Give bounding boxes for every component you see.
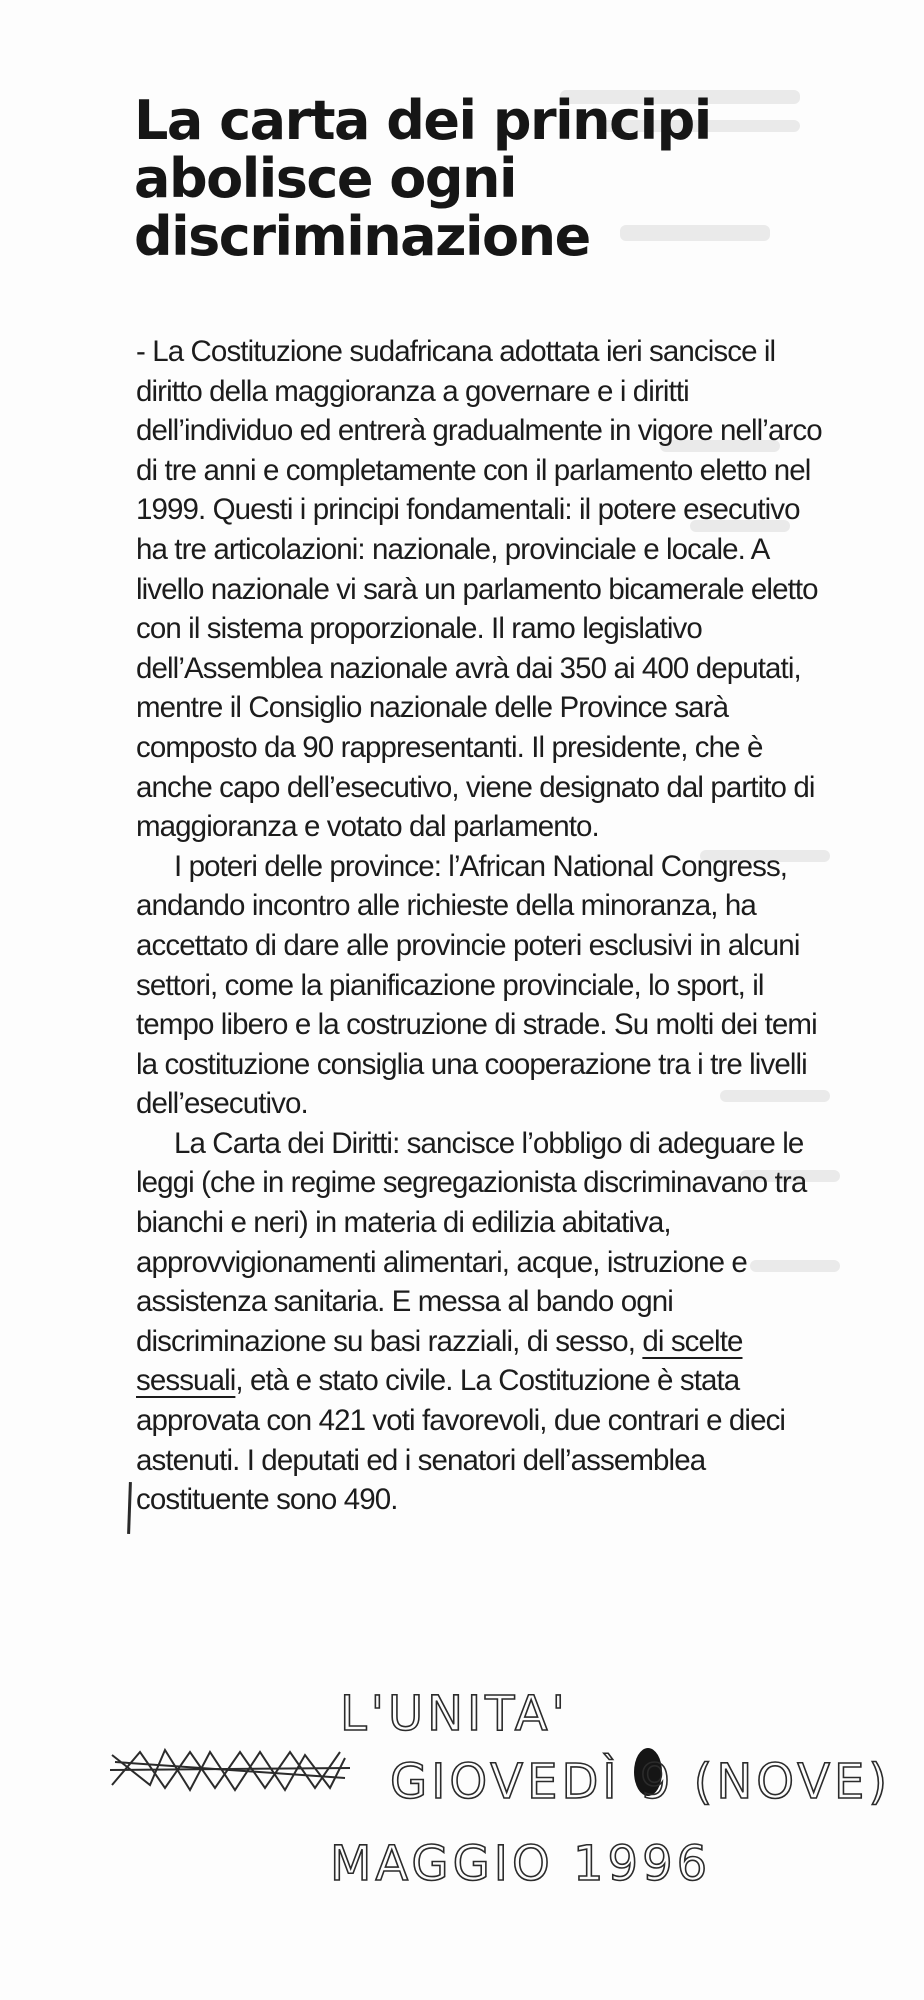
headline-line: La carta dei principi (134, 89, 711, 152)
pen-underlined-phrase: di scelte sessuali (136, 1324, 743, 1398)
handwritten-line-2: GIOVEDÌ 9 (NOVE) (390, 1754, 892, 1810)
handwritten-line-1: L'UNITA' (340, 1686, 569, 1742)
headline-line: discriminazione (134, 205, 590, 268)
headline-line: abolisce ogni (134, 147, 516, 210)
paragraph-text: , età e stato civile. La Costituzione è stata approvata con 421 voti favorevoli, due contrari e dieci astenuti. I deputati ed i senatori dell’assemblea costituente sono 490. (136, 1364, 786, 1517)
scribble-mark (110, 1750, 350, 1790)
body-paragraph: I poteri delle province: l’African National Congress, andando incontro alle richieste della minoranza, ha accettato di dare alle provincie poteri esclusivi in alcuni settori, come la pianificazione provinciale, lo sport, il tempo libero e la costruzione di strade. Su molti dei temi la costituzione consiglia una cooperazione tra i tre livelli dell’esecutivo. (136, 849, 817, 1121)
body-paragraph: - La Costituzione sudafricana adottata ieri sancisce il diritto della maggioranza a governare e i diritti dell’individuo ed entrerà gradualmente in vigore nell’arco di tre anni e completamente con il parlamento eletto nel 1999. Questi i principi fondamentali: il potere esecutivo ha tre articolazioni: nazionale, provinciale e locale. A livello nazionale vi sarà un parlamento bicamerale eletto con il sistema proporzionale. Il ramo legislativo dell’Assemblea nazionale avrà dai 350 ai 400 deputati, mentre il Consiglio nazionale delle Province sarà composto da 90 rappresentanti. Il presidente, che è anche capo dell’esecutivo, viene designato dal partito di maggioranza e votato dal parlamento. (136, 335, 822, 844)
paragraph-text: La Carta dei Diritti: sancisce l’obbligo di adeguare le leggi (che in regime segregazionista discriminavano tra bianchi e neri) in materia di edilizia abitativa, approvvigionamenti alimentari, acque, istruzione e assistenza sanitaria. E messa al bando ogni discriminazione su basi razziali, di sesso, (136, 1126, 807, 1358)
handwritten-line-3: MAGGIO 1996 (330, 1836, 712, 1892)
